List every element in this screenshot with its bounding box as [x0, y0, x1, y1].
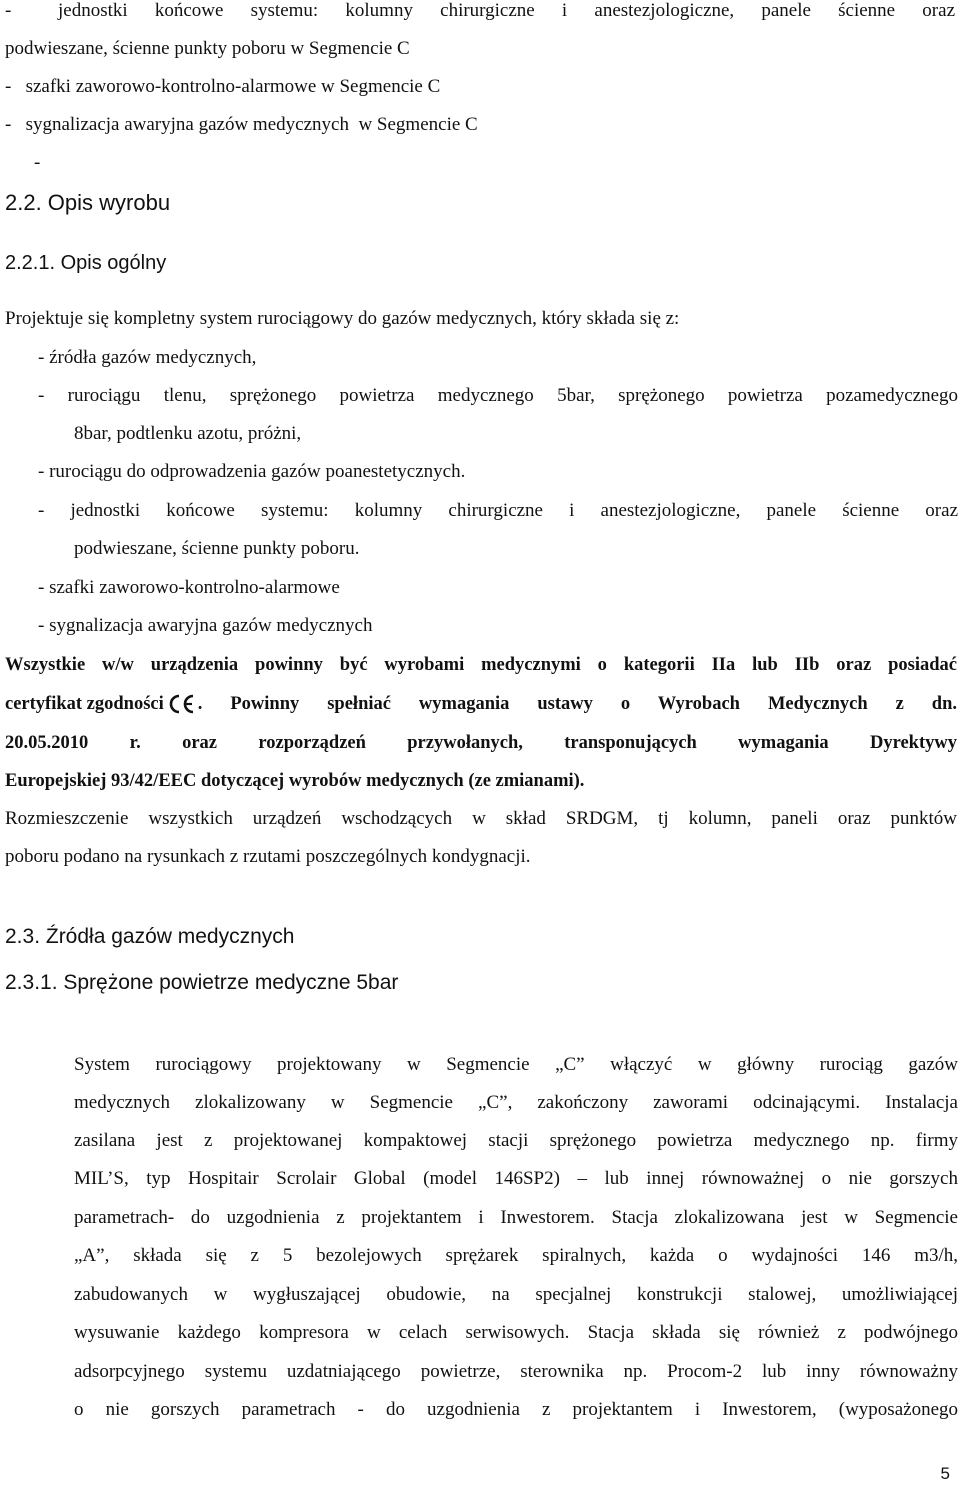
- list-item-line: podwieszane, ścienne punkty poboru w Segmencie C: [5, 38, 410, 59]
- paragraph-line: zabudowanych w wygłuszającej obudowie, na specjalnej konstrukcji stalowej, umożliwiającej: [74, 1284, 958, 1305]
- ce-mark-icon: [166, 693, 196, 715]
- list-item: - szafki zaworowo-kontrolno-alarmowe: [38, 577, 340, 598]
- paragraph-line: „A”, składa się z 5 bezolejowych sprężarek spiralnych, każda o wydajności 146 m3/h,: [74, 1245, 958, 1266]
- section-heading: 2.3. Źródła gazów medycznych: [5, 925, 295, 948]
- paragraph-line: System rurociągowy projektowany w Segmencie „C” włączyć w główny rurociąg gazów: [74, 1054, 958, 1075]
- page-number: 5: [940, 1464, 950, 1483]
- bold-paragraph-line: Europejskiej 93/42/EEC dotyczącej wyrobów medycznych (ze zmianami).: [5, 771, 585, 791]
- bold-text: . Powinny spełniać wymagania ustawy o Wyrobach Medycznych z dn.: [197, 694, 957, 714]
- subsection-heading: 2.2.1. Opis ogólny: [5, 252, 167, 274]
- list-item-line: jednostki końcowe systemu: kolumny chirurgiczne i anestezjologiczne, panele ścienne oraz: [58, 0, 955, 21]
- paragraph-line: wysuwanie każdego kompresora w celach serwisowych. Stacja składa się również z podwójnego: [74, 1322, 958, 1343]
- list-item: - rurociągu do odprowadzenia gazów poanestetycznych.: [38, 461, 466, 482]
- list-item: - sygnalizacja awaryjna gazów medycznych: [38, 615, 373, 636]
- paragraph-line: poboru podano na rysunkach z rzutami poszczególnych kondygnacji.: [5, 846, 531, 867]
- list-item: - szafki zaworowo-kontrolno-alarmowe w Segmencie C: [5, 76, 441, 97]
- paragraph-line: MIL’S, typ Hospitair Scrolair Global (model 146SP2) – lub innej równoważnej o nie gorszych: [74, 1168, 958, 1189]
- paragraph-line: adsorpcyjnego systemu uzdatniającego powietrze, sterownika np. Procom-2 lub inny równoważny: [74, 1361, 958, 1382]
- section-heading: 2.2. Opis wyrobu: [5, 190, 171, 215]
- bold-paragraph-line: 20.05.2010 r. oraz rozporządzeń przywołanych, transponujących wymagania Dyrektywy: [5, 733, 957, 753]
- paragraph-line: Rozmieszczenie wszystkich urządzeń wschodzących w skład SRDGM, tj kolumn, paneli oraz punktów: [5, 808, 957, 829]
- list-item: - jednostki końcowe systemu: kolumny chirurgiczne i anestezjologiczne, panele ścienne oraz: [38, 500, 958, 521]
- list-item: - sygnalizacja awaryjna gazów medycznych w Segmencie C: [5, 114, 478, 135]
- list-item-continuation: 8bar, podtlenku azotu, próżni,: [74, 423, 302, 444]
- bold-paragraph-line: [5, 691, 957, 717]
- paragraph-line: zasilana jest z projektowanej kompaktowej stacji sprężonego powietrza medycznego np. firmy: [74, 1130, 958, 1151]
- paragraph-line: medycznych zlokalizowany w Segmencie „C”, zakończony zaworami odcinającymi. Instalacja: [74, 1092, 958, 1113]
- paragraph-line: parametrach- do uzgodnienia z projektantem i Inwestorem. Stacja zlokalizowana jest w Segmencie: [74, 1207, 958, 1228]
- paragraph: Projektuje się kompletny system rurociągowy do gazów medycznych, który składa się z:: [5, 308, 680, 329]
- paragraph-line: o nie gorszych parametrach - do uzgodnienia z projektantem i Inwestorem, (wyposażonego: [74, 1399, 958, 1420]
- bold-paragraph-line: Wszystkie w/w urządzenia powinny być wyrobami medycznymi o kategorii IIa lub IIb oraz posiadać: [5, 655, 957, 675]
- list-item-continuation: podwieszane, ścienne punkty poboru.: [74, 538, 360, 559]
- list-item: - rurociągu tlenu, sprężonego powietrza medycznego 5bar, sprężonego powietrza pozamedycznego: [38, 385, 958, 406]
- list-dash: -: [5, 0, 12, 21]
- list-dash: -: [34, 152, 41, 173]
- list-item: - źródła gazów medycznych,: [38, 347, 257, 368]
- bold-text: certyfikat zgodności: [5, 694, 164, 714]
- subsection-heading: 2.3.1. Sprężone powietrze medyczne 5bar: [5, 971, 399, 994]
